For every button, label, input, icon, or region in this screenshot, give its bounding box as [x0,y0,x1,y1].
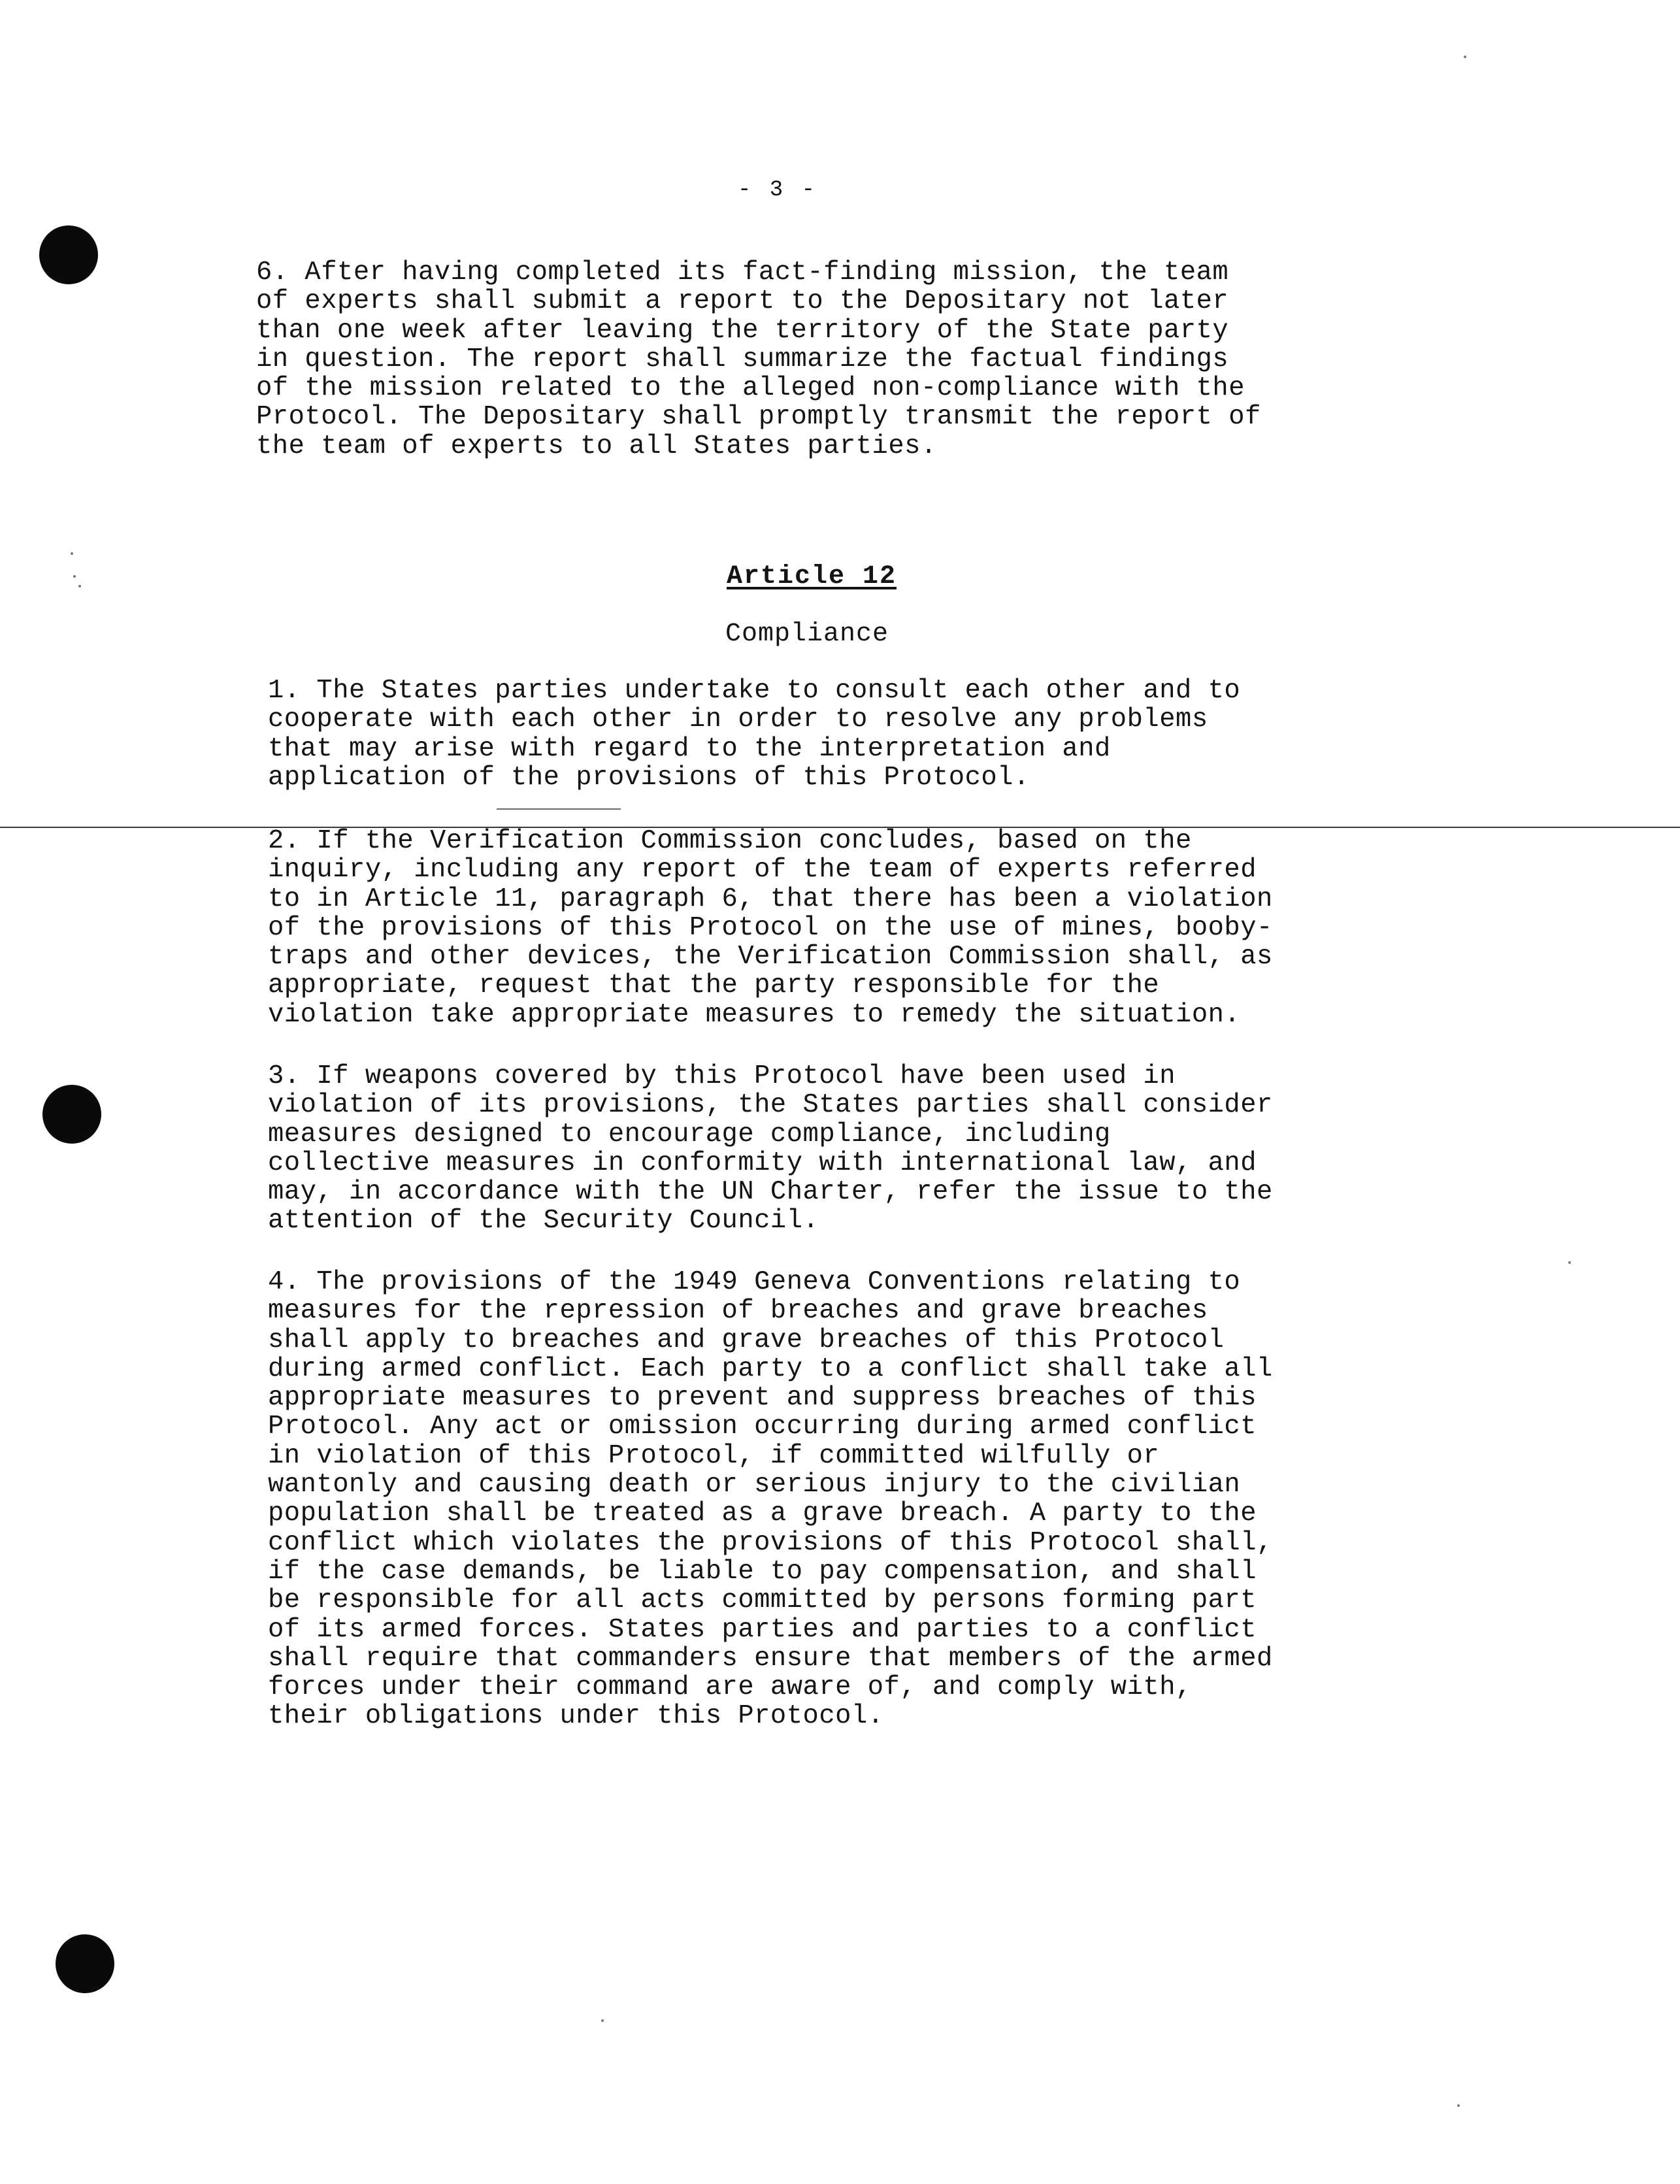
scan-speck [73,575,76,578]
paragraph-6: 6. After having completed its fact-finding mission, the team of experts shall submit a report to the Depositary not later than one week after leaving the territory of the State party in question. The report shall summarize the factual findings of the mission related to the alleged non-compliance with the Protocol. The Depositary shall promptly transmit the report of the team of experts to all States parties. [256,257,1261,461]
paragraph-3: 3. If weapons covered by this Protocol have been used in violation of its provisions, the States parties shall consider measures designed to encourage compliance, including collective measures in conformity with international law, and may, in accordance with the UN Charter, refer the issue to the attention of the Security Council. [268,1061,1273,1236]
punch-hole-bottom [56,1934,114,1993]
article-heading: Article 12 [727,562,897,591]
scan-speck [71,552,73,555]
scan-speck [1568,1261,1571,1264]
punch-hole-top [39,225,98,284]
scan-speck [1464,56,1466,58]
scan-speck [1457,2104,1460,2107]
paragraph-4: 4. The provisions of the 1949 Geneva Conventions relating to measures for the repression of breaches and grave breaches shall apply to breaches and grave breaches of this Protocol during armed conflict. Each party to a conflict shall take all appropriate measures to prevent and suppress breaches of this Protocol. Any act or omission occurring during armed conflict in violation of this Protocol, if committed wilfully or wantonly and causing death or serious injury to the civilian population shall be treated as a grave breach. A party to the conflict which violates the provisions of this Protocol shall, if the case demands, be liable to pay compensation, and shall be responsible for all acts committed by persons forming part of its armed forces. States parties and parties to a conflict shall require that commanders ensure that members of the armed forces under their command are aware of, and comply with, their obligations under this Protocol. [268,1267,1273,1732]
scan-speck [78,585,81,587]
punch-hole-middle [42,1085,101,1144]
paragraph-2: 2. If the Verification Commission concludes, based on the inquiry, including any report of the team of experts referred to in Article 11, paragraph 6, that there has been a violation of the provisions of this Protocol on the use of mines, booby- traps and other devices, the Verification Commission shall, as appropriate, request that the party responsible for the violation take appropriate measures to remedy the situation. [268,826,1273,1030]
fold-line-short [497,808,621,810]
section-title: Compliance [725,620,889,649]
page-number: - 3 - [737,178,818,203]
paragraph-1: 1. The States parties undertake to consult each other and to cooperate with each other in order to resolve any problems that may arise with regard to the interpretation and application of the provisions of this Protocol. [268,676,1241,793]
scan-speck [601,2019,604,2022]
